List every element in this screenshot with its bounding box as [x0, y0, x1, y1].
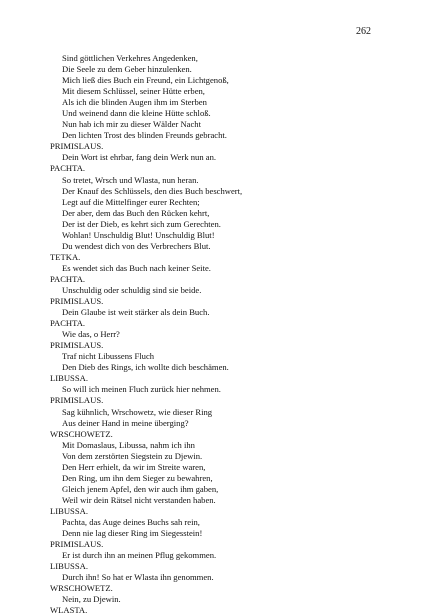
- verse-line: Die Seele zu dem Geber hinzulenken.: [62, 64, 192, 75]
- verse-line: Du wendest dich von des Verbrechers Blut.: [62, 240, 211, 251]
- speaker-name: PRIMISLAUS.: [50, 395, 104, 406]
- speaker-name: TETKA.: [50, 251, 81, 262]
- verse-line: Legt auf die Mittelfinger eurer Rechten;: [62, 196, 200, 207]
- verse-line: So will ich meinen Fluch zurück hier nehmen.: [62, 384, 221, 395]
- verse-line: Der Knauf des Schlüssels, den dies Buch beschwert,: [62, 185, 243, 196]
- verse-line: Der ist der Dieb, es kehrt sich zum Gerechten.: [62, 218, 221, 229]
- page-number: 262: [356, 26, 371, 37]
- verse-line: Traf nicht Libussens Fluch: [62, 351, 155, 362]
- speaker-name: LIBUSSA.: [50, 373, 88, 384]
- speaker-name: WRSCHOWETZ.: [50, 428, 113, 439]
- verse-line: Nein, zu Djewin.: [62, 594, 121, 605]
- drama-text-body: [50, 53, 390, 616]
- verse-line: Den lichten Trost des blinden Freunds gebracht.: [62, 130, 227, 141]
- verse-line: Als ich die blinden Augen ihm im Sterben: [62, 97, 207, 108]
- verse-line: Von dem zerstörten Siegstein zu Djewin.: [62, 450, 203, 461]
- verse-line: Unschuldig oder schuldig sind sie beide.: [62, 284, 202, 295]
- verse-line: Dein Glaube ist weit stärker als dein Buch.: [62, 307, 210, 318]
- verse-line: Gleich jenem Apfel, den wir auch ihm gaben,: [62, 483, 219, 494]
- verse-line: Nun hab ich mir zu dieser Wälder Nacht: [62, 119, 201, 130]
- verse-line: Pachta, das Auge deines Buchs sah rein,: [62, 516, 200, 527]
- verse-line: Sag kühnlich, Wrschowetz, wie dieser Ring: [62, 406, 213, 417]
- verse-line: Den Ring, um ihn dem Sieger zu bewahren,: [62, 472, 213, 483]
- speaker-name: PRIMISLAUS.: [50, 141, 104, 152]
- verse-line: Mit Domaslaus, Libussa, nahm ich ihn: [62, 439, 195, 450]
- verse-line: Wie das, o Herr?: [62, 329, 120, 340]
- verse-line: So tretet, Wrsch und Wlasta, nun heran.: [62, 174, 199, 185]
- speaker-name: PRIMISLAUS.: [50, 340, 104, 351]
- speaker-name: PACHTA.: [50, 273, 86, 284]
- verse-line: Den Dieb des Rings, ich wollte dich beschämen.: [62, 362, 229, 373]
- speaker-name: WLASTA.: [50, 605, 88, 616]
- verse-line: Den Herr erhielt, da wir im Streite waren,: [62, 461, 206, 472]
- verse-line: Durch ihn! So hat er Wlasta ihn genommen.: [62, 572, 214, 583]
- verse-line: Mich ließ dies Buch ein Freund, ein Lichtgenoß,: [62, 75, 229, 86]
- speaker-name: WRSCHOWETZ.: [50, 583, 113, 594]
- verse-line: Sind göttlichen Verkehres Angedenken,: [62, 53, 198, 63]
- verse-line: Dein Wort ist ehrbar, fang dein Werk nun an.: [62, 152, 217, 163]
- speaker-name: PRIMISLAUS.: [50, 296, 104, 307]
- verse-line: Mit diesem Schlüssel, seiner Hütte erben,: [62, 86, 205, 97]
- speaker-name: PRIMISLAUS.: [50, 539, 104, 550]
- verse-line: Aus deiner Hand in meine überging?: [62, 417, 189, 428]
- verse-line: Der aber, dem das Buch den Rücken kehrt,: [62, 207, 210, 218]
- verse-line: Und weinend dann die kleine Hütte schloß.: [62, 108, 211, 119]
- verse-line: Weil wir dein Rätsel nicht verstanden haben.: [62, 494, 216, 505]
- speaker-name: LIBUSSA.: [50, 505, 88, 516]
- verse-line: Wohlan! Unschuldig Blut! Unschuldig Blut!: [62, 229, 215, 240]
- speaker-name: PACHTA.: [50, 163, 86, 174]
- verse-line: Er ist durch ihn an meinen Pflug gekommen.: [62, 550, 217, 561]
- speaker-name: LIBUSSA.: [50, 561, 88, 572]
- speaker-name: PACHTA.: [50, 318, 86, 329]
- verse-line: Es wendet sich das Buch nach keiner Seite.: [62, 262, 211, 273]
- verse-line: Denn nie lag dieser Ring im Siegesstein!: [62, 528, 203, 539]
